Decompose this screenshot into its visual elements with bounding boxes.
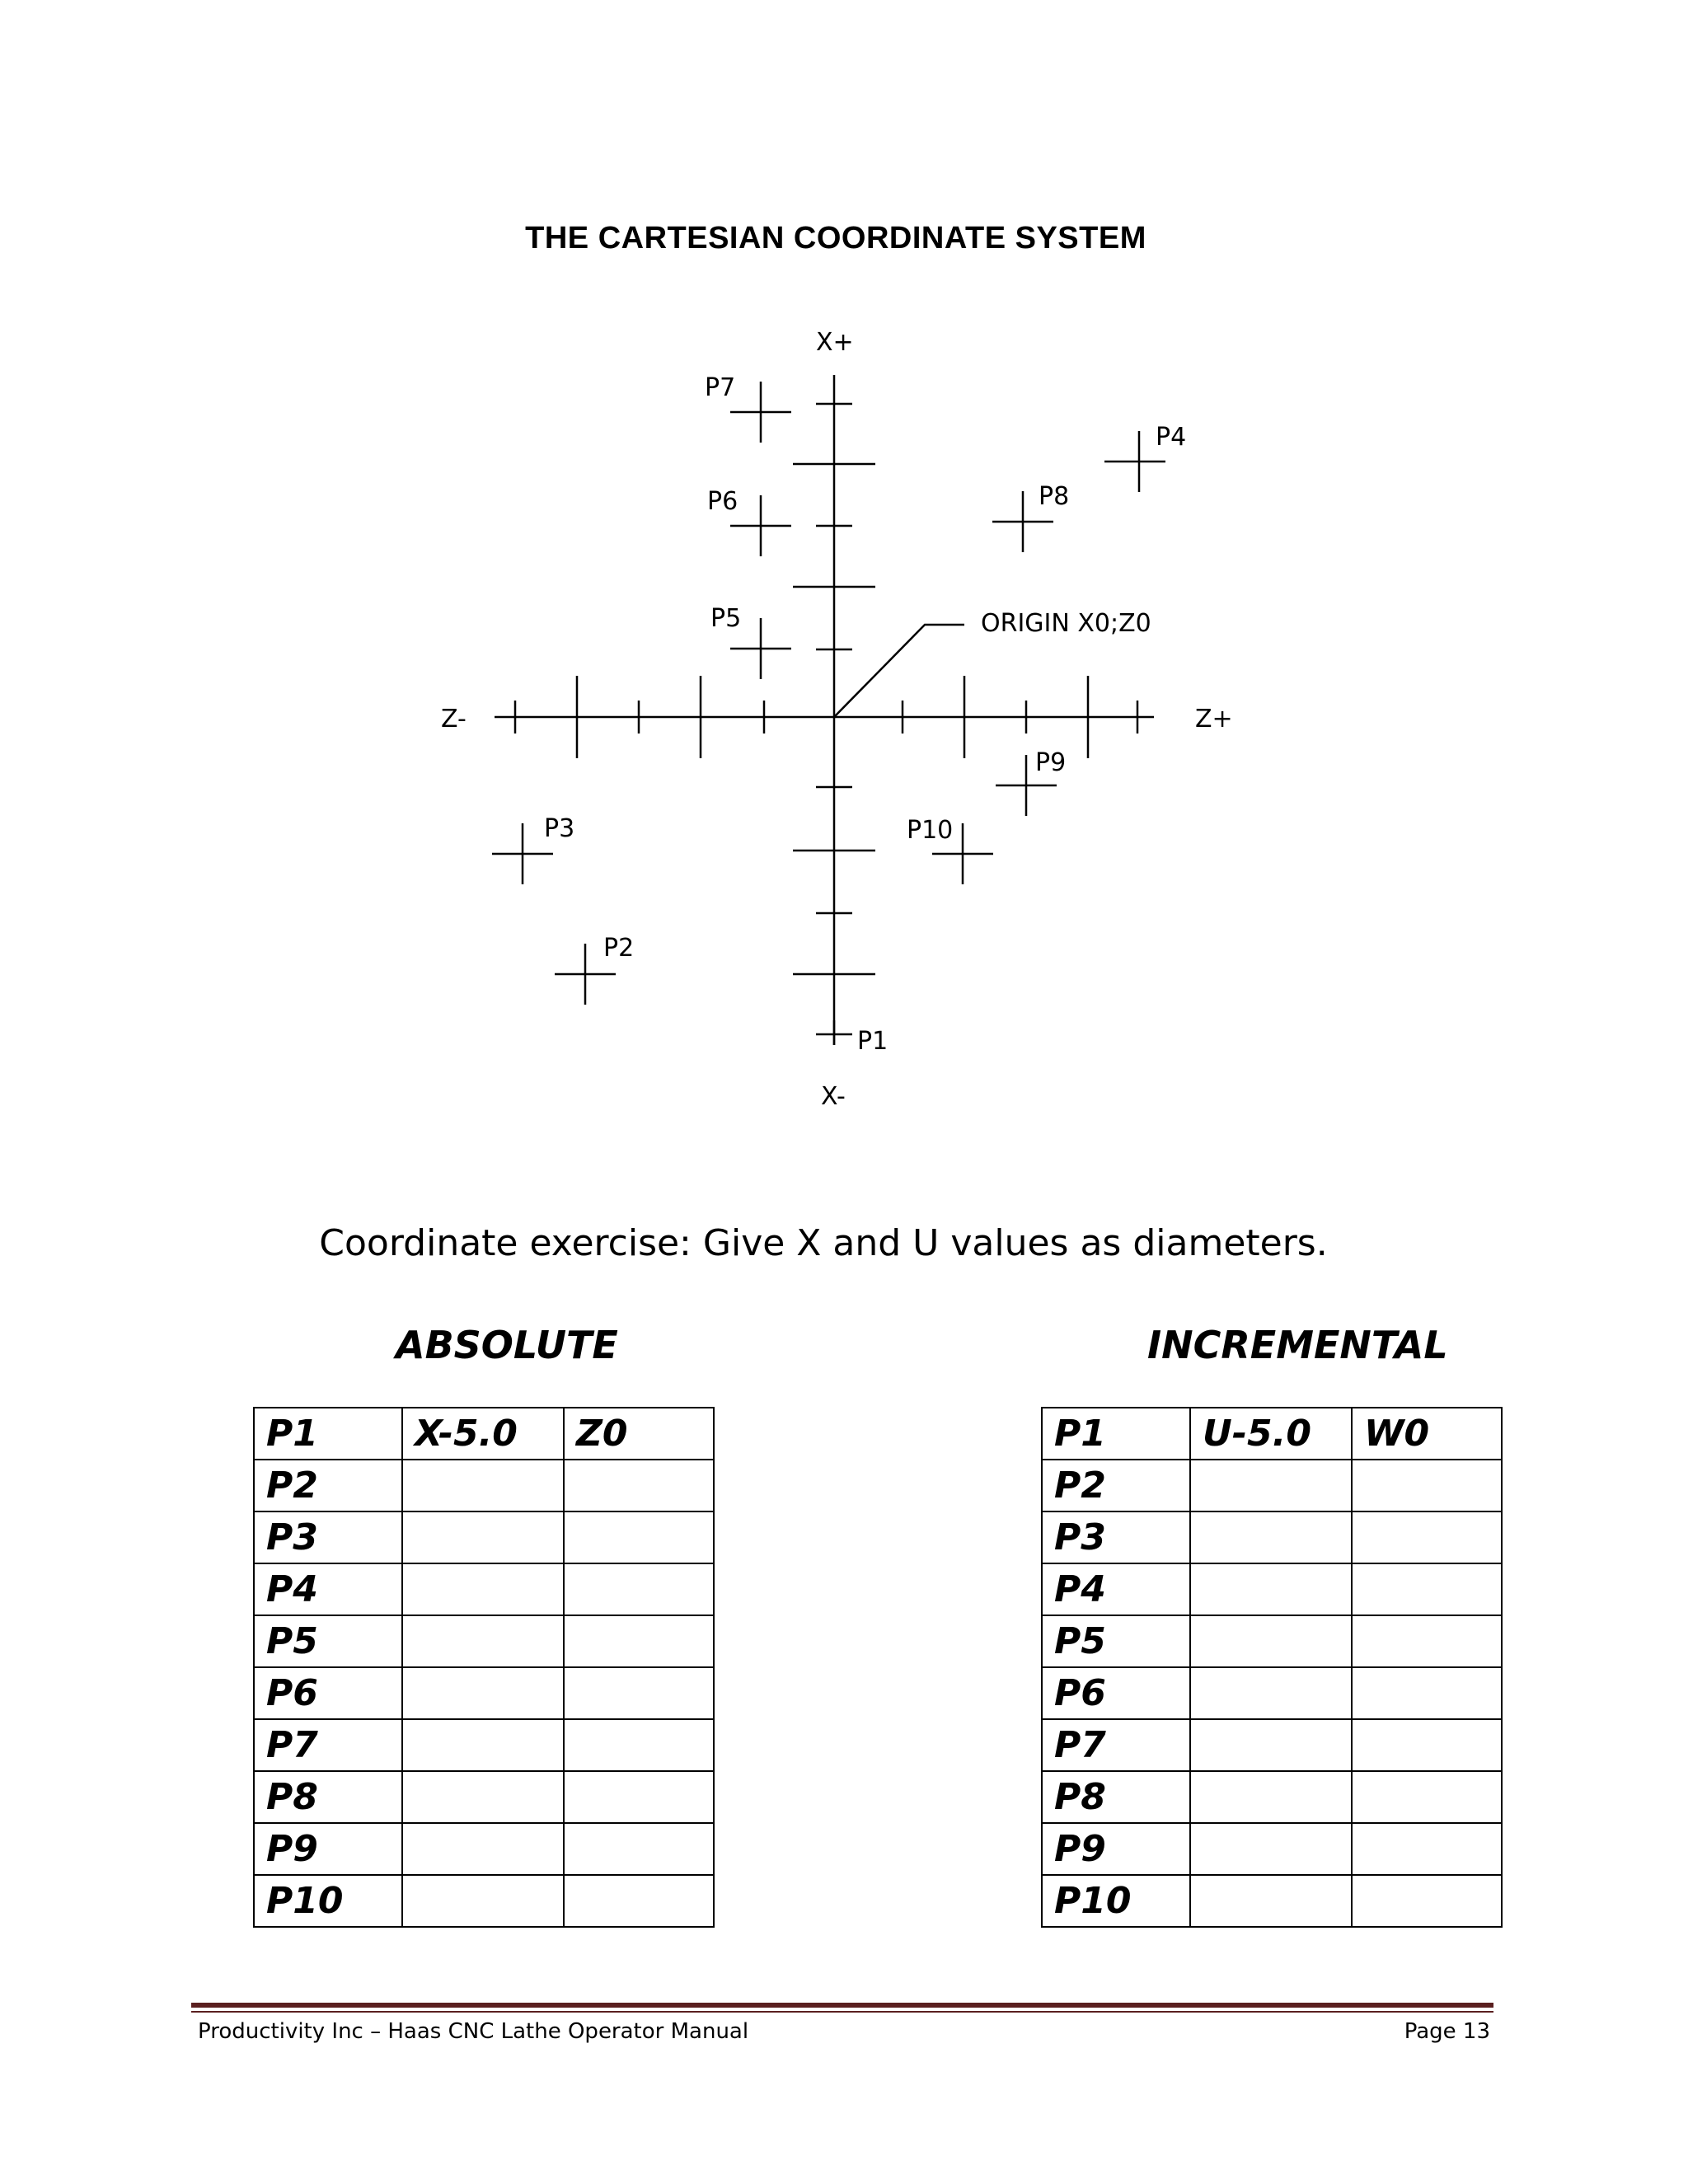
footer-page-number: Page 13 [1404,2019,1490,2044]
z-minus-label: Z- [441,705,467,733]
coordinate-cell[interactable] [1190,1875,1352,1927]
coordinate-cell[interactable] [1352,1719,1502,1771]
origin-label: ORIGIN X0;Z0 [981,609,1151,638]
coordinate-cell[interactable] [564,1771,714,1823]
coordinate-cell[interactable] [1190,1563,1352,1615]
point-label-p10: P10 [907,816,954,845]
point-name-cell: P5 [1042,1615,1190,1667]
incremental-coordinates-table [1041,1407,1503,1928]
coordinate-cell[interactable] [1352,1563,1502,1615]
table-row [254,1719,714,1771]
table-row [1042,1615,1502,1667]
coordinate-cell[interactable] [402,1823,564,1875]
coordinate-cell[interactable]: U-5.0 [1190,1408,1352,1460]
point-label-p6: P6 [707,487,738,516]
incremental-heading: INCREMENTAL [1147,1323,1448,1367]
coordinate-cell[interactable] [402,1667,564,1719]
point-name-cell: P1 [1042,1408,1190,1460]
origin-leader-line [834,625,964,717]
diagram-title: THE CARTESIAN COORDINATE SYSTEM [525,221,1146,255]
table-row [254,1460,714,1511]
coordinate-cell[interactable]: W0 [1352,1408,1502,1460]
point-name-cell: P4 [1042,1563,1190,1615]
point-marker-p6 [730,495,791,556]
point-name-cell: P1 [254,1408,402,1460]
point-label-p5: P5 [710,604,742,633]
point-label-p4: P4 [1156,423,1187,452]
coordinate-cell[interactable] [402,1460,564,1511]
x-plus-label: X+ [816,328,854,357]
exercise-instruction: Coordinate exercise: Give X and U values as diameters. [319,1222,1328,1264]
coordinate-cell[interactable] [1190,1615,1352,1667]
point-name-cell: P6 [1042,1667,1190,1719]
coordinate-cell[interactable] [402,1875,564,1927]
coordinate-cell[interactable] [1352,1771,1502,1823]
table-row [254,1615,714,1667]
table-row [1042,1875,1502,1927]
point-name-cell: P3 [254,1511,402,1563]
coordinate-cell[interactable] [1352,1460,1502,1511]
table-row [1042,1719,1502,1771]
absolute-heading: ABSOLUTE [396,1323,618,1367]
table-row [254,1563,714,1615]
absolute-coordinates-table [253,1407,715,1928]
coordinate-cell[interactable]: Z0 [564,1408,714,1460]
coordinate-cell[interactable] [402,1615,564,1667]
footer-rule [191,2003,1493,2008]
coordinate-cell[interactable] [564,1563,714,1615]
table-row [1042,1511,1502,1563]
point-name-cell: P5 [254,1615,402,1667]
coordinate-cell[interactable]: X-5.0 [402,1408,564,1460]
point-name-cell: P9 [1042,1823,1190,1875]
point-name-cell: P10 [254,1875,402,1927]
coordinate-cell[interactable] [1190,1511,1352,1563]
table-row [1042,1408,1502,1460]
table-row [254,1511,714,1563]
coordinate-cell[interactable] [564,1667,714,1719]
coordinate-cell[interactable] [1190,1460,1352,1511]
point-marker-p7 [730,382,791,443]
table-row [254,1667,714,1719]
table-row [254,1771,714,1823]
coordinate-cell[interactable] [1352,1875,1502,1927]
coordinate-cell[interactable] [564,1460,714,1511]
coordinate-cell[interactable] [1190,1823,1352,1875]
footer-rule-thin [191,2011,1493,2013]
coordinate-cell[interactable] [1352,1615,1502,1667]
point-name-cell: P3 [1042,1511,1190,1563]
footer-manual-title: Productivity Inc – Haas CNC Lathe Operator Manual [198,2019,749,2044]
point-label-p1: P1 [857,1027,889,1056]
point-name-cell: P7 [254,1719,402,1771]
point-name-cell: P8 [254,1771,402,1823]
coordinate-cell[interactable] [564,1511,714,1563]
coordinate-cell[interactable] [1352,1511,1502,1563]
x-minus-label: X- [821,1082,846,1111]
coordinate-cell[interactable] [564,1719,714,1771]
point-label-p7: P7 [705,373,736,402]
table-row [254,1875,714,1927]
coordinate-cell[interactable] [1190,1719,1352,1771]
point-name-cell: P4 [254,1563,402,1615]
table-row [1042,1460,1502,1511]
point-label-p2: P2 [603,934,635,963]
point-name-cell: P2 [254,1460,402,1511]
coordinate-cell[interactable] [564,1615,714,1667]
coordinate-cell[interactable] [1190,1667,1352,1719]
table-row [254,1823,714,1875]
table-row [254,1408,714,1460]
point-name-cell: P2 [1042,1460,1190,1511]
point-name-cell: P8 [1042,1771,1190,1823]
point-label-p3: P3 [544,814,575,843]
point-name-cell: P9 [254,1823,402,1875]
coordinate-cell[interactable] [402,1719,564,1771]
table-row [1042,1667,1502,1719]
point-label-p9: P9 [1035,748,1067,777]
coordinate-cell[interactable] [564,1823,714,1875]
coordinate-cell[interactable] [564,1875,714,1927]
coordinate-cell[interactable] [402,1511,564,1563]
coordinate-cell[interactable] [402,1563,564,1615]
table-row [1042,1823,1502,1875]
coordinate-cell[interactable] [1352,1667,1502,1719]
coordinate-cell[interactable] [1352,1823,1502,1875]
coordinate-cell[interactable] [1190,1771,1352,1823]
table-row [1042,1563,1502,1615]
point-name-cell: P7 [1042,1719,1190,1771]
point-name-cell: P6 [254,1667,402,1719]
z-plus-label: Z+ [1195,705,1233,733]
coordinate-cell[interactable] [402,1771,564,1823]
point-label-p8: P8 [1039,482,1070,511]
point-name-cell: P10 [1042,1875,1190,1927]
table-row [1042,1771,1502,1823]
